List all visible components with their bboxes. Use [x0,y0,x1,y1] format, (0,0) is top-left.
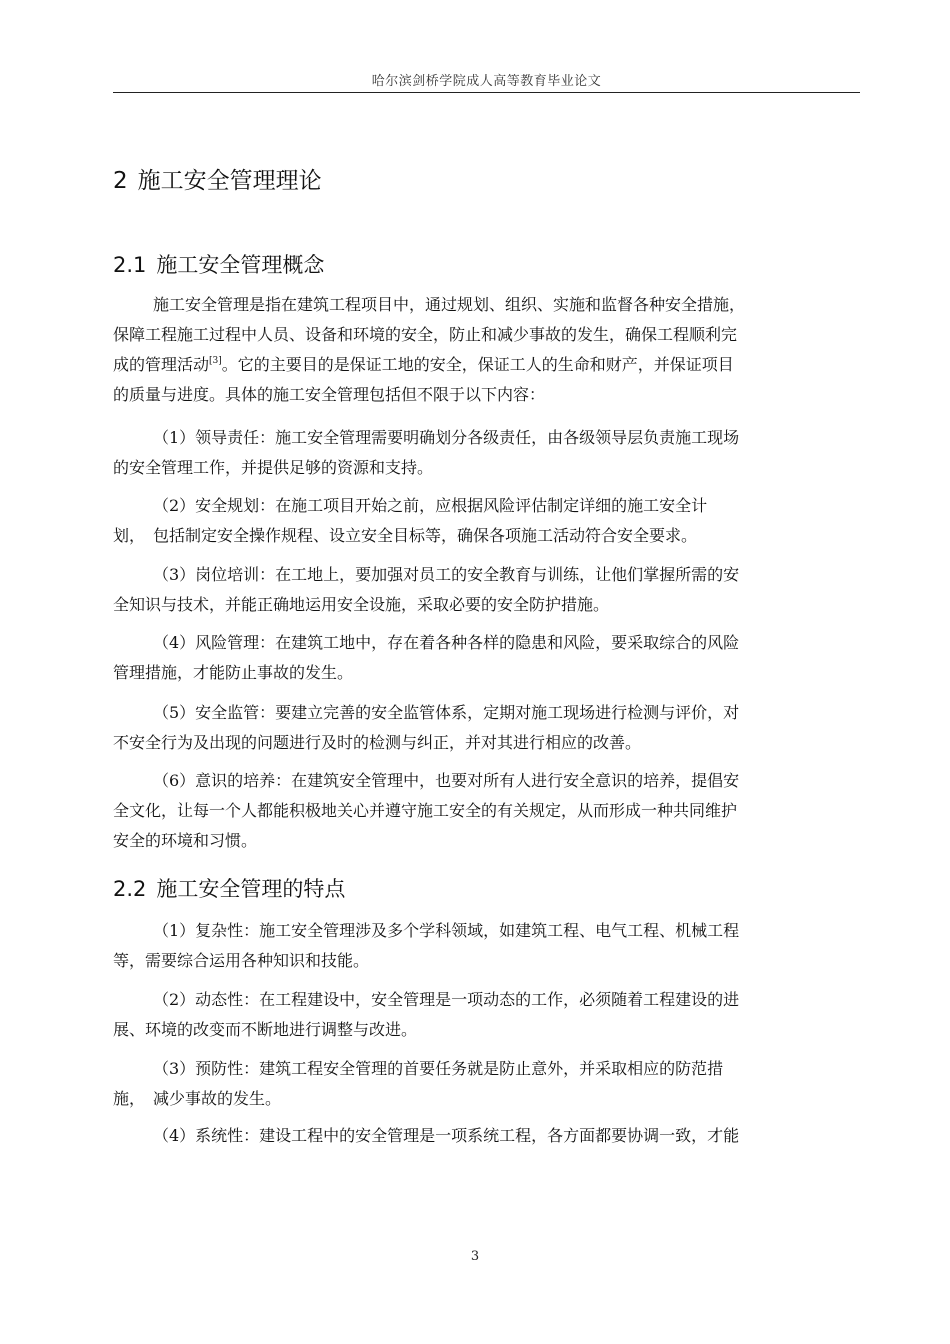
section-number: 2.1 [113,253,147,277]
paragraph-line: 不安全行为及出现的问题进行及时的检测与纠正，并对其进行相应的改善。 [113,733,642,752]
paragraph-line: （5）安全监管：要建立完善的安全监管体系，定期对施工现场进行检测与评价，对 [153,703,740,722]
paragraph-line [113,350,853,380]
paragraph-line: 展、环境的改变而不断地进行调整与改进。 [113,1020,418,1039]
chapter-number: 2 [113,168,128,194]
section-number: 2.2 [113,877,147,901]
list-item [113,628,853,688]
section-heading-2-1 [113,249,324,279]
paragraph-line: （1）复杂性：施工安全管理涉及多个学科领域，如建筑工程、电气工程、机械工程 [153,921,740,940]
paragraph-line: （6）意识的培养：在建筑安全管理中，也要对所有人进行安全意识的培养，提倡安 [153,771,740,790]
paragraph-line: （4）风险管理：在建筑工地中，存在着各种各样的隐患和风险，要采取综合的风险 [153,633,740,652]
line-text: 成的管理活动 [113,355,210,374]
paragraph-line: 施， 减少事故的发生。 [113,1089,282,1108]
line-text: 。它的主要目的是保证工地的安全，保证工人的生命和财产，并保证项目 [221,355,734,374]
list-item [113,1121,853,1151]
list-item [113,1054,853,1114]
list-item [113,916,853,976]
list-item [113,491,853,551]
paragraph-line: 安全的环境和习惯。 [113,831,258,850]
running-header: 哈尔滨剑桥学院成人高等教育毕业论文 [371,74,602,89]
paragraph-line: （2）动态性：在工程建设中，安全管理是一项动态的工作，必须随着工程建设的进 [153,990,740,1009]
chapter-heading [113,162,322,195]
paragraph-line: （2）安全规划：在施工项目开始之前，应根据风险评估制定详细的施工安全计 [153,496,708,515]
paragraph-line: （3）岗位培训：在工地上，要加强对员工的安全教育与训练，让他们掌握所需的安 [153,565,740,584]
paragraph-line: 划， 包括制定安全操作规程、设立安全目标等，确保各项施工活动符合安全要求。 [113,526,698,545]
paragraph-line: 全文化，让每一个人都能积极地关心并遵守施工安全的有关规定，从而形成一种共同维护 [113,801,738,820]
paragraph-line: （3）预防性：建筑工程安全管理的首要任务就是防止意外，并采取相应的防范措 [153,1059,724,1078]
paragraph-line: （4）系统性：建设工程中的安全管理是一项系统工程，各方面都要协调一致，才能 [153,1126,740,1145]
list-item [113,423,853,483]
paragraph-line: 管理措施，才能防止事故的发生。 [113,663,354,682]
list-item [113,985,853,1045]
paragraph-line: 等，需要综合运用各种知识和技能。 [113,951,370,970]
page-number: 3 [470,1249,480,1264]
list-item [113,698,853,758]
list-item [113,766,853,856]
section-title: 施工安全管理概念 [156,253,325,277]
paragraph-line: 全知识与技术，并能正确地运用安全设施，采取必要的安全防护措施。 [113,595,610,614]
paragraph-line: 施工安全管理是指在建筑工程项目中，通过规划、组织、实施和监督各种安全措施， [153,295,746,314]
section-title: 施工安全管理的特点 [156,877,346,901]
citation-marker: [3] [209,356,222,366]
paragraph-line: 保障工程施工过程中人员、设备和环境的安全，防止和减少事故的发生，确保工程顺利完 [113,325,738,344]
header-divider [113,92,860,93]
section-heading-2-2 [113,873,345,903]
paragraph-line: （1）领导责任：施工安全管理需要明确划分各级责任，由各级领导层负责施工现场 [153,428,740,447]
paragraph-line: 的质量与进度。具体的施工安全管理包括但不限于以下内容： [113,385,546,404]
chapter-title: 施工安全管理理论 [137,168,322,194]
list-item [113,560,853,620]
paragraph-line: 的安全管理工作，并提供足够的资源和支持。 [113,458,434,477]
intro-paragraph [113,290,853,410]
